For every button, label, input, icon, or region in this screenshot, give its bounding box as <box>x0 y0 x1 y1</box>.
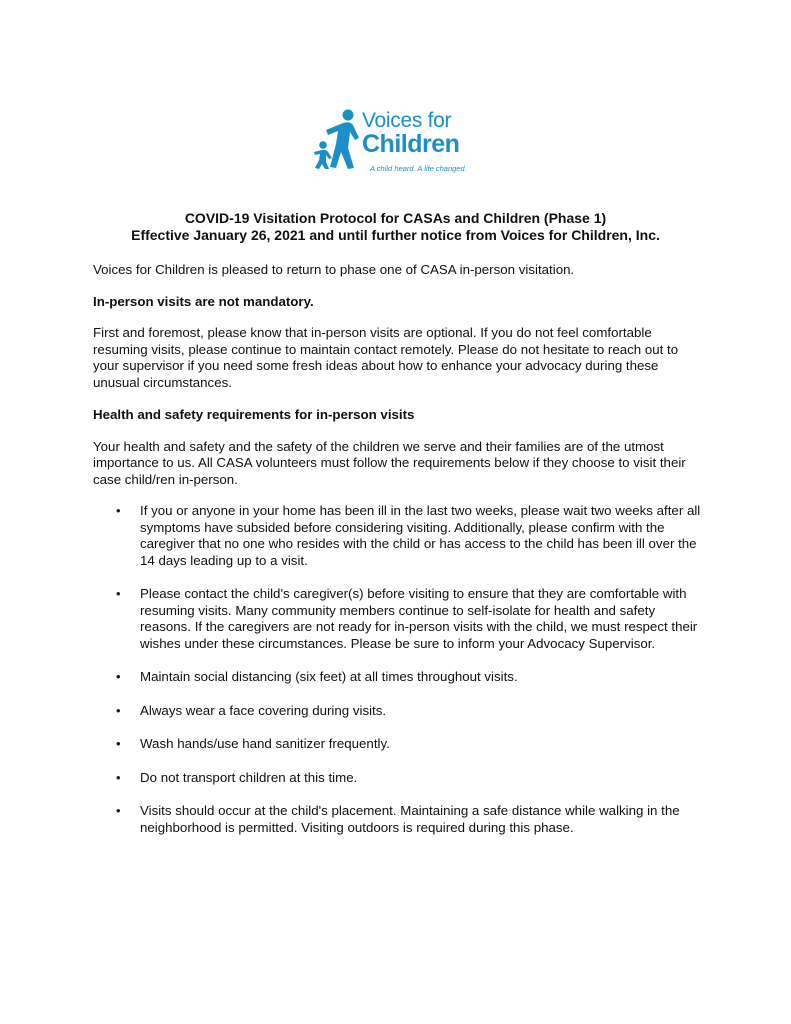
list-item-text: Do not transport children at this time. <box>140 769 358 785</box>
list-item <box>93 770 703 787</box>
title-line-1: COVID-19 Visitation Protocol for CASAs and Children (Phase 1) <box>184 210 607 226</box>
logo-line-1: Voices for <box>362 109 452 132</box>
bullet-icon: • <box>116 736 121 751</box>
section-1-heading: In-person visits are not mandatory. <box>93 293 314 309</box>
logo-wordmark <box>362 110 459 157</box>
voices-for-children-logo <box>312 108 492 174</box>
requirements-list <box>93 503 703 836</box>
list-item <box>93 669 703 686</box>
logo-line-2: Children <box>362 130 460 158</box>
list-item-text: Maintain social distancing (six feet) at all times throughout visits. <box>140 669 518 684</box>
document-title <box>60 210 731 244</box>
list-item <box>93 703 703 720</box>
bullet-icon: • <box>116 769 121 785</box>
section-2-body: Your health and safety and the safety of the children we serve and their families are of the utmost importance to us. All CASA volunteers must follow the requirements below if they choose to visit their case child/ren in-person. <box>93 438 686 487</box>
bullet-icon: • <box>116 503 121 518</box>
list-item-text: Always wear a face covering during visits. <box>140 702 387 718</box>
intro-paragraph: Voices for Children is pleased to return to phase one of CASA in-person visitation. <box>93 262 575 277</box>
document-body <box>93 262 703 853</box>
bullet-icon: • <box>116 586 121 601</box>
list-item-text: Wash hands/use hand sanitizer frequently. <box>140 736 390 751</box>
section-1-body: First and foremost, please know that in-person visits are optional. If you do not feel comfortable resuming visits, please continue to maintain contact remotely. Please do not hesitate to reach out to your supervisor if you need some fresh ideas about how to enhance your advocacy during these unusual circumstances. <box>93 325 679 390</box>
bullet-icon: • <box>116 702 121 718</box>
list-item-text: Visits should occur at the child's placement. Maintaining a safe distance while walking in the neighborhood is permitted. Visiting outdoors is required during this phase. <box>140 803 680 835</box>
list-item <box>93 803 703 836</box>
list-item-text: If you or anyone in your home has been ill in the last two weeks, please wait two weeks after all symptoms have subsided before considering visiting. Additionally, please confirm with the caregiver that no one who resides with the child or has access to the child has been ill over the 14 days leading up to a visit. <box>140 503 701 568</box>
list-item-text: Please contact the child's caregiver(s) before visiting to ensure that they are comfortable with resuming visits. Many community members continue to self-isolate for health and safety reasons. If the caregivers are not ready for in-person visits with the child, we must respect their wishes under these circumstances. Please be sure to inform your Advocacy Supervisor. <box>140 586 698 651</box>
logo-tagline: A child heard. A life changed. <box>370 164 467 173</box>
list-item <box>93 586 703 652</box>
bullet-icon: • <box>116 803 121 818</box>
title-line-2: Effective January 26, 2021 and until further notice from Voices for Children, Inc. <box>131 227 660 243</box>
list-item <box>93 736 703 753</box>
section-2-heading: Health and safety requirements for in-person visits <box>93 407 415 422</box>
list-item <box>93 503 703 569</box>
adult-and-child-figures-icon <box>312 108 360 170</box>
bullet-icon: • <box>116 669 121 684</box>
